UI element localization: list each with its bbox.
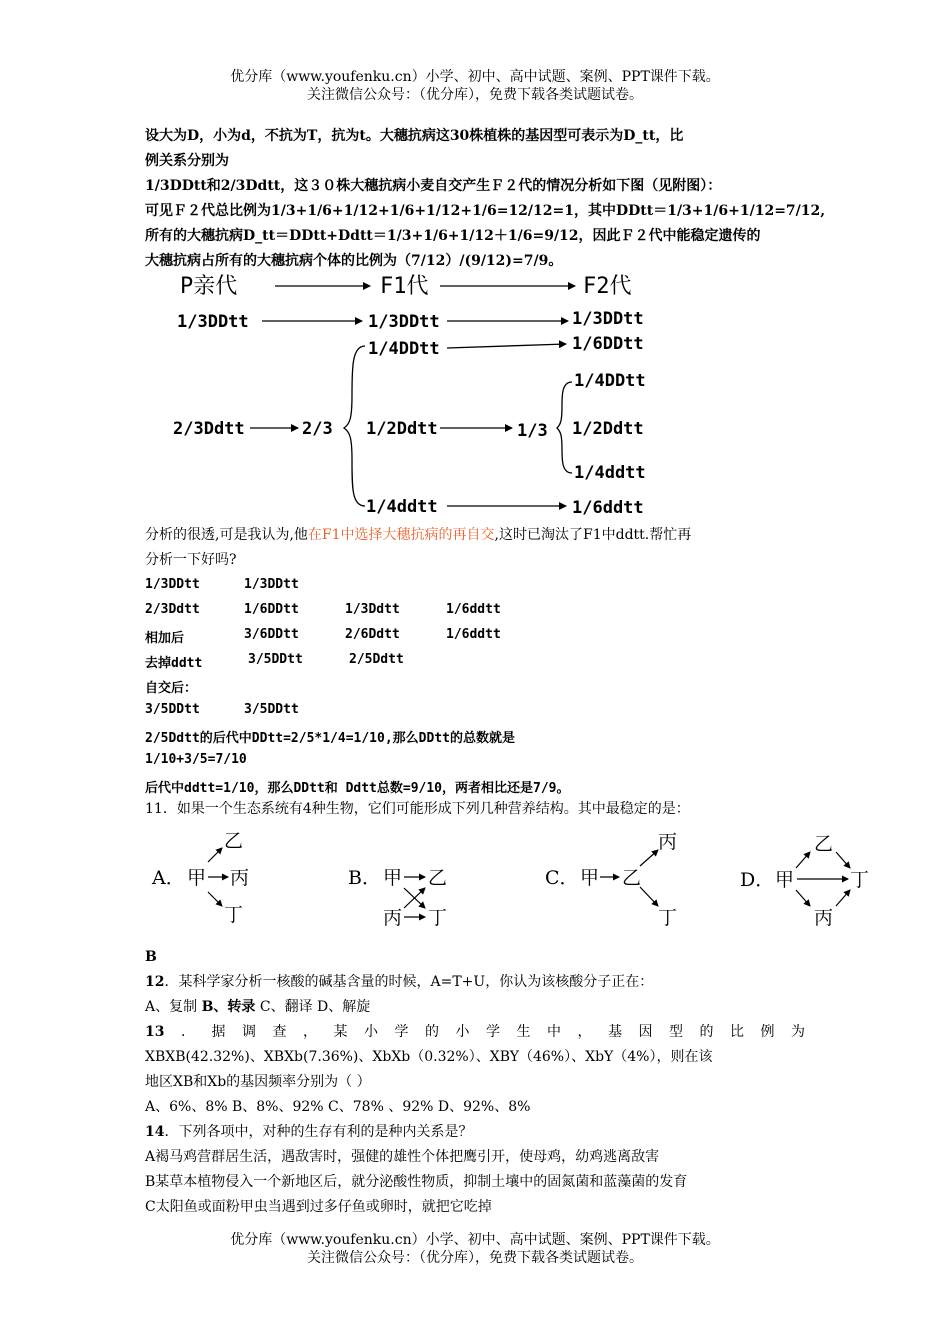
q14-option-a: A褐马鸡营群居生活，遇敌害时，强健的雄性个体把鹰引开，使母鸡，幼鸡逃离敌害: [145, 1149, 660, 1165]
intro-line-4: 可见Ｆ２代总比例为1/3+1/6+1/12+1/6+1/12+1/6=12/12=1，其中DDtt＝1/3+1/6+1/12=7/12,: [145, 203, 826, 219]
q12-text: ．某科学家分析一核酸的碱基含量的时候，A=T+U，你认为该核酸分子正在：: [164, 974, 654, 990]
fig-head-f2: F2代: [583, 274, 632, 299]
q13-line-3: 地区XB和Xb的基因频率分别为（ ）: [145, 1074, 371, 1090]
fig-f1-a: 1/3DDtt: [368, 312, 440, 332]
q11-a-edge-14: [208, 892, 222, 906]
q11-d-n3: 丙: [814, 907, 834, 929]
fig-arrow-f1b: [447, 344, 566, 348]
q11-d-n4: 丁: [850, 869, 870, 891]
q11-c-n3: 丙: [658, 831, 678, 853]
q12-opt-b: B、转录: [201, 999, 256, 1015]
calc-r4-c1: 去掉ddtt: [145, 656, 203, 671]
calc-r3-c4: 1/6ddtt: [446, 627, 501, 642]
q12-options: [145, 995, 805, 1020]
q12-opt-a: A、复制: [145, 999, 202, 1015]
q11-a-edge-12: [208, 848, 222, 862]
q11-diagrams: [0, 820, 950, 945]
fig-f2-c: 1/4DDtt: [574, 371, 646, 391]
q11-option-d: [740, 833, 869, 929]
header-line-1: 优分库（www.youfenku.cn）小学、初中、高中试题、案例、PPT课件下载。: [230, 69, 720, 85]
q14-option-c: C太阳鱼或面粉甲虫当遇到过多仔鱼或卵时，就把它吃掉: [145, 1199, 492, 1215]
calc-r1-c2: 1/3DDtt: [244, 577, 299, 592]
q12-num: 12: [145, 974, 165, 990]
q12-opt-cd: C、翻译 D、解旋: [255, 999, 371, 1015]
fig-f2-d: 1/2Ddtt: [572, 419, 644, 439]
q11-b-label: B．: [348, 867, 381, 889]
calc-r2-c4: 1/6ddtt: [446, 602, 501, 617]
intro-line-6: 大穗抗病占所有的大穗抗病个体的比例为（7/12）/(9/12)=7/9。: [145, 253, 563, 269]
calc-r2-c3: 1/3Ddtt: [345, 602, 400, 617]
fig-brace-f2: [557, 382, 572, 473]
q11-d-n1: 甲: [775, 869, 795, 891]
intro-line-5: 所有的大穗抗病D_tt＝DDtt+Ddtt＝1/3+1/6+1/12＋1/6=9/12，因此Ｆ２代中能稳定遗传的: [145, 228, 761, 244]
q13-line-1: [145, 1020, 805, 1045]
fig-f2-f: 1/6ddtt: [572, 498, 644, 518]
fig-p2: 2/3Ddtt: [173, 419, 245, 439]
footer-line-1: 优分库（www.youfenku.cn）小学、初中、高中试题、案例、PPT课件下载。: [230, 1232, 720, 1248]
q11-b-n4: 丁: [428, 907, 448, 929]
fig-head-p: P亲代: [180, 274, 238, 299]
q11-d-edge-24: [836, 852, 850, 868]
calc-r6-c1: 3/5DDtt: [145, 702, 200, 717]
q11-d-label: D．: [740, 869, 775, 891]
q14-stem: [145, 1120, 805, 1145]
q11-answer: B: [145, 949, 157, 965]
calc-r3-c2: 3/6DDtt: [244, 627, 299, 642]
calc-r2-c1: 2/3Ddtt: [145, 602, 200, 617]
calc-r9: 后代中ddtt=1/10，那么DDtt和 Ddtt总数=9/10，两者相比还是7/9。: [145, 781, 570, 796]
intro-line-3: 1/3DDtt和2/3Ddtt，这３０株大穗抗病小麦自交产生Ｆ２代的情况分析如下图（见附图）：: [145, 178, 722, 194]
q13-num: 13: [145, 1024, 165, 1040]
fig-p1: 1/3DDtt: [177, 312, 249, 332]
calc-r7: 2/5Ddtt的后代中DDtt=2/5*1/4=1/10,那么DDtt的总数就是: [145, 731, 515, 746]
fig-head-f1: F1代: [380, 274, 429, 299]
q11-c-n2: 乙: [622, 867, 642, 889]
q11-c-edge-23: [640, 850, 658, 866]
fig-frac-13: 1/3: [517, 421, 548, 441]
q11-c-n1: 甲: [580, 867, 600, 889]
q11-c-n4: 丁: [658, 907, 678, 929]
q11-d-edge-34: [836, 890, 850, 906]
comment-line-2: 分析一下好吗?: [145, 552, 237, 568]
fig-f2-a: 1/3DDtt: [572, 309, 644, 329]
q11-option-b: [348, 867, 447, 929]
q11-stem: 11．如果一个生态系统有4种生物，它们可能形成下列几种营养结构。其中最稳定的是：: [145, 801, 690, 817]
fig-f1-c: 1/2Ddtt: [366, 419, 438, 439]
fig-f1-b: 1/4DDtt: [368, 339, 440, 359]
fig-f1-d: 1/4ddtt: [366, 497, 438, 517]
q11-c-label: C．: [545, 867, 579, 889]
calc-r8: 1/10+3/5=7/10: [145, 752, 247, 767]
q11-a-n4: 丁: [224, 904, 244, 926]
comment-line-1: [145, 523, 805, 548]
comment-post: ,这时已淘汰了F1中ddtt.帮忙再: [494, 527, 692, 543]
q11-b-n3: 丙: [383, 907, 403, 929]
q11-c-edge-24: [640, 887, 658, 906]
q11-option-c: [545, 831, 677, 929]
intro-line-2: 例关系分别为: [145, 153, 229, 169]
q11-a-n3: 丙: [230, 867, 250, 889]
q11-a-label: A．: [152, 867, 185, 889]
fig-frac-23: 2/3: [302, 419, 333, 439]
q14-num: 14: [145, 1124, 165, 1140]
q11-d-edge-13: [796, 890, 810, 906]
calc-r6-c2: 3/5DDtt: [244, 702, 299, 717]
fig-f2-e: 1/4ddtt: [574, 463, 646, 483]
footer-line-2: 关注微信公众号：（优分库），免费下载各类试题试卷。: [307, 1250, 643, 1266]
q14-option-b: B某草本植物侵入一个新地区后，就分泌酸性物质，抑制土壤中的固氮菌和蓝藻菌的发育: [145, 1174, 688, 1190]
calc-r4-c3: 2/5Ddtt: [349, 652, 404, 667]
q11-b-n2: 乙: [428, 867, 448, 889]
q11-option-a: [151, 830, 249, 926]
comment-pre: 分析的很透,可是我认为,他: [145, 527, 308, 543]
q11-d-n2: 乙: [814, 833, 834, 855]
q11-a-n1: 甲: [187, 867, 207, 889]
header-line-2: 关注微信公众号：（优分库），免费下载各类试题试卷。: [307, 87, 643, 103]
q11-a-n2: 乙: [224, 830, 244, 852]
q13-options: A、6%、8% B、8%、92% C、78% 、92% D、92%、8%: [145, 1099, 531, 1115]
calc-r3-c1: 相加后: [145, 631, 185, 646]
genetics-figure: [0, 0, 950, 530]
intro-line-1: 设大为D，小为d，不抗为T，抗为t。大穗抗病这30株植株的基因型可表示为D_tt，比: [145, 128, 684, 144]
calc-r5: 自交后：: [145, 681, 198, 696]
q13-line-2: XBXB(42.32%)、XBXb(7.36%)、XbXb（0.32%）、XBY（46%）、XbY（4%），则在该: [145, 1049, 713, 1065]
fig-brace-f1: [344, 346, 365, 506]
calc-r3-c3: 2/6Ddtt: [345, 627, 400, 642]
q11-d-edge-12: [796, 852, 810, 868]
q14-text: ．下列各项中，对种的生存有利的是种内关系是？: [164, 1124, 473, 1140]
q12-stem: [145, 970, 805, 995]
calc-r2-c2: 1/6DDtt: [244, 602, 299, 617]
q13-text: ．据调查，某小学的小学生中，基因型的比例为: [164, 1024, 805, 1040]
comment-highlight: 在F1中选择大穗抗病的再自交: [307, 527, 495, 543]
fig-f2-b: 1/6DDtt: [572, 334, 644, 354]
calc-r1-c1: 1/3DDtt: [145, 577, 200, 592]
calc-r4-c2: 3/5DDtt: [248, 652, 303, 667]
q11-b-n1: 甲: [383, 867, 403, 889]
